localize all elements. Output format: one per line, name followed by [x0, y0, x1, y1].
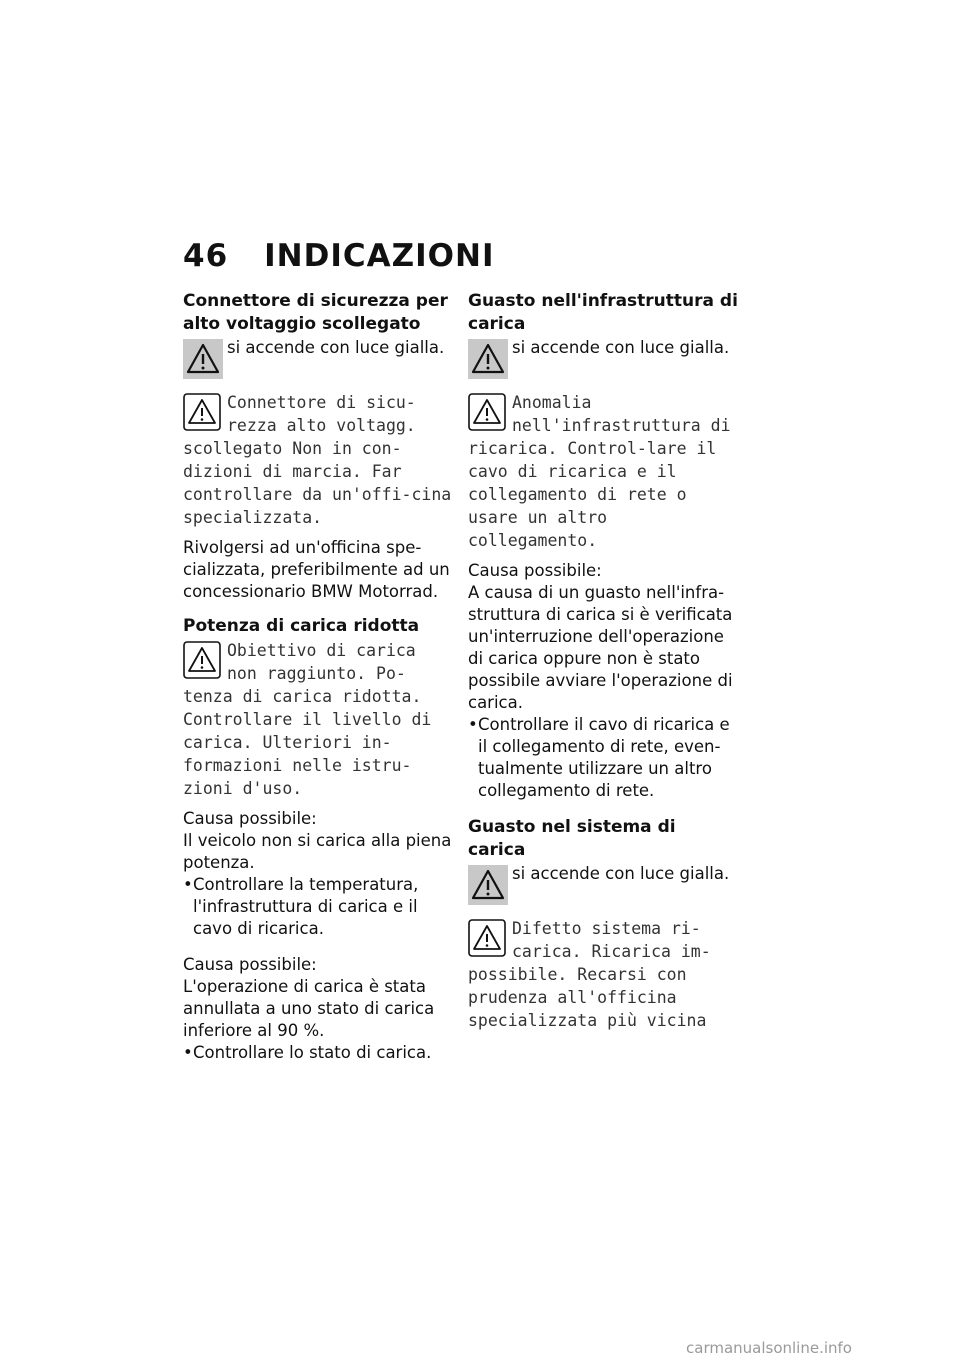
- section-title-charging-infrastructure: Guasto nell'infrastruttura di carica: [468, 291, 738, 334]
- yellow-lamp-row: [468, 337, 738, 379]
- cause-label: Causa possibile:: [468, 561, 602, 580]
- warning-triangle-outline-icon: [183, 641, 221, 679]
- page-number: 46: [183, 238, 229, 274]
- bullet-item: [183, 1042, 453, 1064]
- bullet-item: [468, 714, 738, 802]
- bullet-text: Controllare la temperatura, l'infrastruttura di carica e il cavo di ricarica.: [193, 875, 419, 938]
- warning-triangle-filled-icon: [183, 339, 223, 379]
- display-message: [468, 391, 738, 552]
- warning-triangle-filled-icon: [468, 865, 508, 905]
- lamp-text: si accende con luce gialla.: [512, 864, 730, 883]
- section-title-charging-system: Guasto nel sistema di carica: [468, 817, 676, 860]
- bullet-text: Controllare il cavo di ricarica e il collegamento di rete, even-tualmente utilizzare un altro collegamento di rete.: [478, 715, 730, 800]
- left-column: [183, 290, 453, 1078]
- right-column: [468, 290, 738, 1040]
- cause-text: Il veicolo non si carica alla piena potenza.: [183, 831, 452, 872]
- warning-triangle-outline-icon: [183, 393, 221, 431]
- lamp-text: si accende con luce gialla.: [227, 338, 445, 357]
- lamp-text: si accende con luce gialla.: [512, 338, 730, 357]
- yellow-lamp-row: [183, 337, 453, 379]
- body-text: Rivolgersi ad un'officina spe-cializzata, preferibilmente ad un concessionario BMW Motorrad.: [183, 538, 450, 601]
- cause-label: Causa possibile:: [183, 809, 317, 828]
- section-title-reduced-charging: Potenza di carica ridotta: [183, 616, 420, 636]
- display-message: [468, 917, 738, 1032]
- bullet-item: [183, 874, 453, 940]
- cause-text: L'operazione di carica è stata annullata a uno stato di carica inferiore al 90 %.: [183, 977, 435, 1040]
- display-text: Difetto sistema ri-carica. Ricarica im-possibile. Recarsi con prudenza all'officina specializzata più vicina: [468, 919, 711, 1030]
- bullet-text: Controllare lo stato di carica.: [193, 1043, 432, 1062]
- page-header: [183, 238, 494, 274]
- display-message: [183, 639, 453, 800]
- warning-triangle-filled-icon: [468, 339, 508, 379]
- cause-label: Causa possibile:: [183, 955, 317, 974]
- section-title-hv-connector: Connettore di sicurezza per alto voltaggio scollegato: [183, 291, 448, 334]
- yellow-lamp-row: [468, 863, 738, 905]
- bullet-mark: •: [183, 875, 193, 894]
- display-text: Anomalia nell'infrastruttura di ricarica. Control-lare il cavo di ricarica e il collegamento di rete o usare un altro collegamento.: [468, 393, 731, 550]
- display-message: [183, 391, 453, 529]
- page-title: INDICAZIONI: [264, 238, 495, 274]
- watermark: carmanualsonline.info: [686, 1339, 852, 1357]
- display-text: Connettore di sicu-rezza alto voltagg. scollegato Non in con-dizioni di marcia. Far controllare da un'offi-cina specializzata.: [183, 393, 452, 527]
- cause-text: A causa di un guasto nell'infra-struttura di carica si è verificata un'interruzione dell'operazione di carica oppure non è stato possibile avviare l'operazione di carica.: [468, 583, 733, 712]
- warning-triangle-outline-icon: [468, 919, 506, 957]
- warning-triangle-outline-icon: [468, 393, 506, 431]
- display-text: Obiettivo di carica non raggiunto. Po-tenza di carica ridotta. Controllare il livello di carica. Ulteriori in-formazioni nelle istru-zioni d'uso.: [183, 641, 432, 798]
- bullet-mark: •: [468, 715, 478, 734]
- bullet-mark: •: [183, 1043, 193, 1062]
